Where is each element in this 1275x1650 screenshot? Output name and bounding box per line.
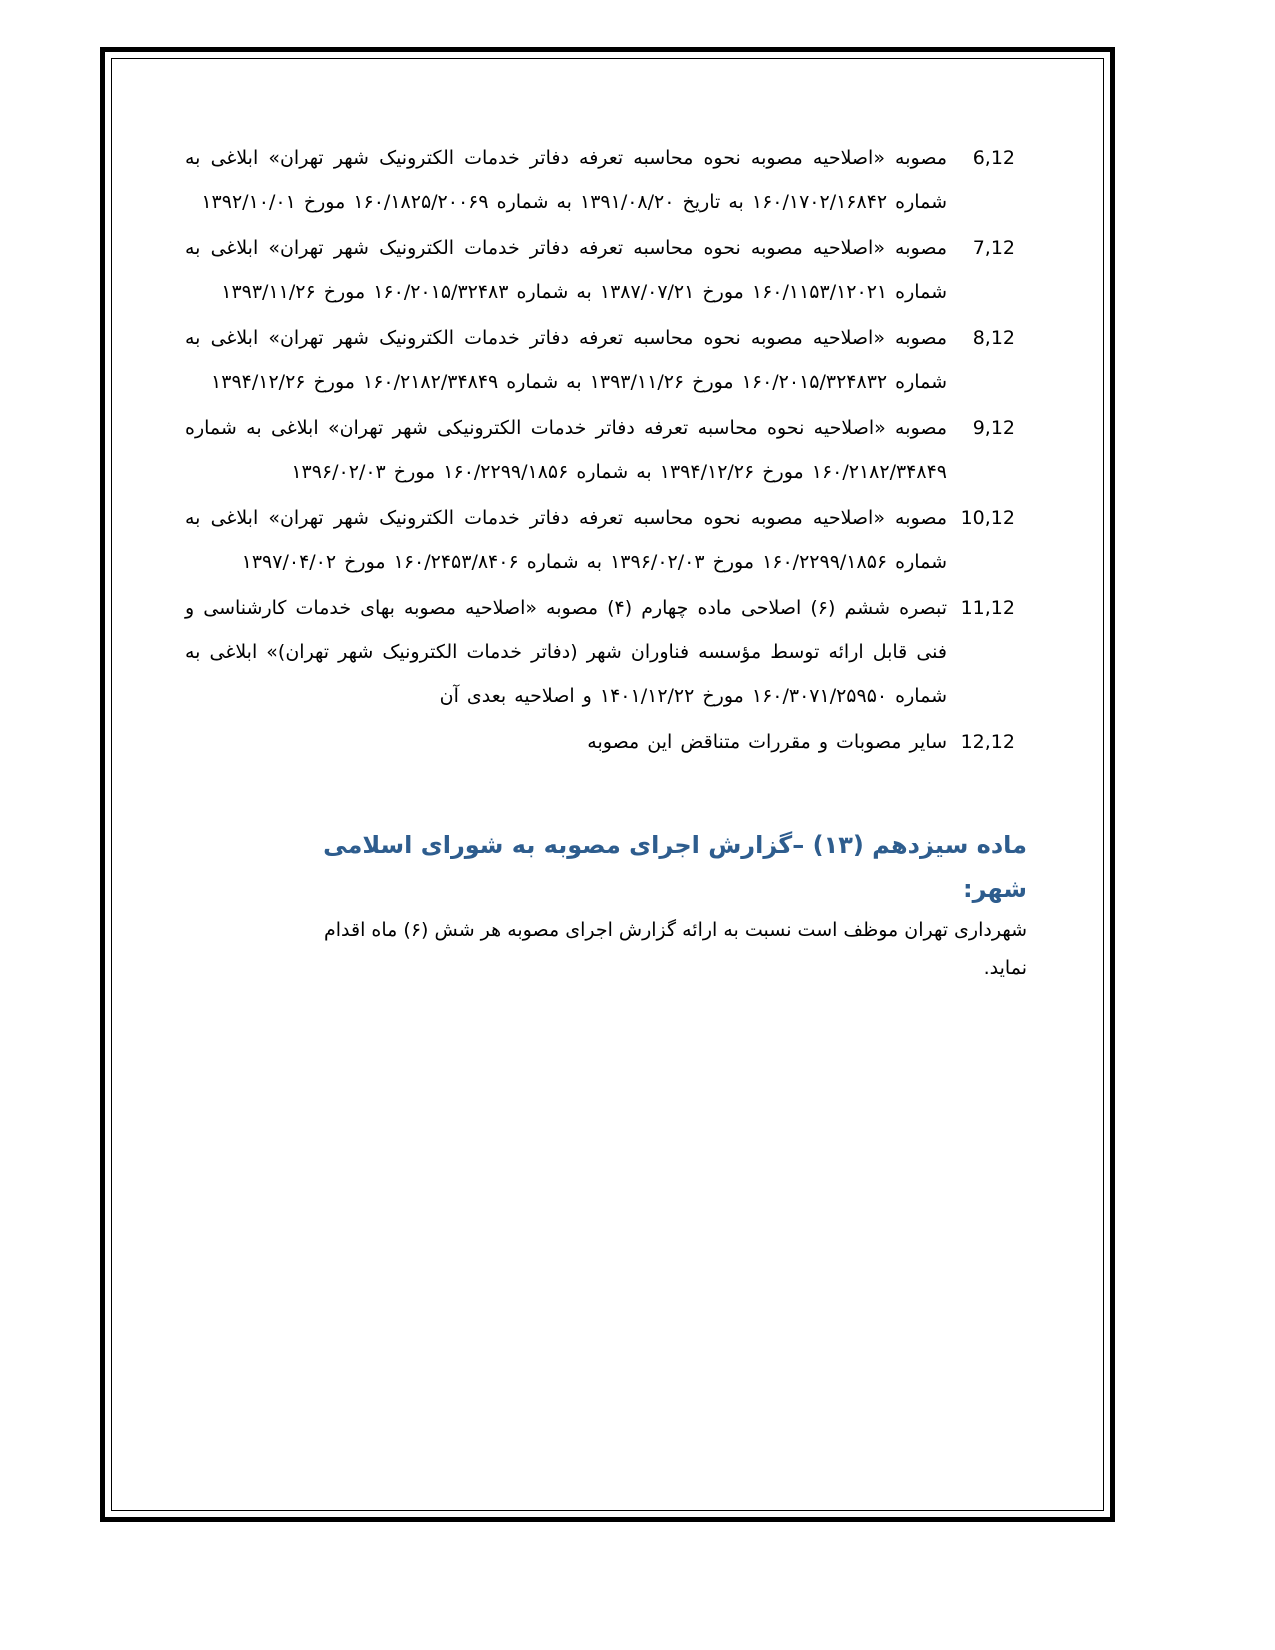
item-number: 10,12 [960, 507, 1015, 529]
section-body: شهرداری تهران موظف است نسبت به ارائه گزارش اجرای مصوبه هر شش (۶) ماه اقدام نماید. [324, 919, 1027, 979]
list-item [185, 136, 1015, 224]
item-text: مصوبه «اصلاحیه مصوبه نحوه محاسبه تعرفه دفاتر خدمات الکترونیک شهر تهران» ابلاغی به شماره ۱۶۰/۲۲۹۹/۱۸۵۶ مورخ ۱۳۹۶/۰۲/۰۳ به شماره ۱۶۰/۲۴۵۳/۸۴۰۶ مورخ ۱۳۹۷/۰۴/۰۲ [185, 507, 947, 573]
list-item [185, 316, 1015, 404]
list-item [185, 226, 1015, 314]
list-item [185, 586, 1015, 718]
item-text: مصوبه «اصلاحیه مصوبه نحوه محاسبه تعرفه دفاتر خدمات الکترونیک شهر تهران» ابلاغی به شماره ۱۶۰/۱۷۰۲/۱۶۸۴۲ به تاریخ ۱۳۹۱/۰۸/۲۰ به شماره ۱۶۰/۱۸۲۵/۲۰۰۶۹ مورخ ۱۳۹۲/۱۰/۰۱ [185, 147, 947, 213]
item-text: مصوبه «اصلاحیه مصوبه نحوه محاسبه تعرفه دفاتر خدمات الکترونیک شهر تهران» ابلاغی به شماره ۱۶۰/۲۰۱۵/۳۲۴۸۳۲ مورخ ۱۳۹۳/۱۱/۲۶ به شماره ۱۶۰/۲۱۸۲/۳۴۸۴۹ مورخ ۱۳۹۴/۱۲/۲۶ [185, 327, 947, 393]
item-number: 12,12 [960, 731, 1015, 753]
item-text: مصوبه «اصلاحیه مصوبه نحوه محاسبه تعرفه دفاتر خدمات الکترونیک شهر تهران» ابلاغی به شماره ۱۶۰/۱۱۵۳/۱۲۰۲۱ مورخ ۱۳۸۷/۰۷/۲۱ به شماره ۱۶۰/۲۰۱۵/۳۲۴۸۳ مورخ ۱۳۹۳/۱۱/۲۶ [185, 237, 947, 303]
item-text: سایر مصوبات و مقررات متناقض این مصوبه [587, 731, 947, 753]
item-text: مصوبه «اصلاحیه نحوه محاسبه تعرفه دفاتر خدمات الکترونیکی شهر تهران» ابلاغی به شماره ۱۶۰/۲۱۸۲/۳۴۸۴۹ مورخ ۱۳۹۴/۱۲/۲۶ به شماره ۱۶۰/۲۲۹۹/۱۸۵۶ مورخ ۱۳۹۶/۰۲/۰۳ [185, 417, 947, 483]
item-number: 9,12 [972, 417, 1015, 439]
article-13-section [295, 823, 1027, 987]
list-item [185, 496, 1015, 584]
list-item [185, 406, 1015, 494]
repealed-items-list [185, 136, 1015, 766]
item-number: 11,12 [960, 597, 1015, 619]
section-heading: ماده سیزدهم (۱۳) –گزارش اجرای مصوبه به شورای اسلامی شهر: [323, 831, 1027, 903]
item-number: 7,12 [972, 237, 1015, 259]
item-text: تبصره ششم (۶) اصلاحی ماده چهارم (۴) مصوبه «اصلاحیه مصوبه بهای خدمات کارشناسی و فنی قابل ارائه توسط مؤسسه فناوران شهر (دفاتر خدمات الکترونیک شهر تهران)» ابلاغی به شماره ۱۶۰/۳۰۷۱/۲۵۹۵۰ مورخ ۱۴۰۱/۱۲/۲۲ و اصلاحیه بعدی آن [185, 597, 948, 707]
item-number: 8,12 [972, 327, 1015, 349]
item-number: 6,12 [972, 147, 1015, 169]
list-item [185, 720, 1015, 764]
